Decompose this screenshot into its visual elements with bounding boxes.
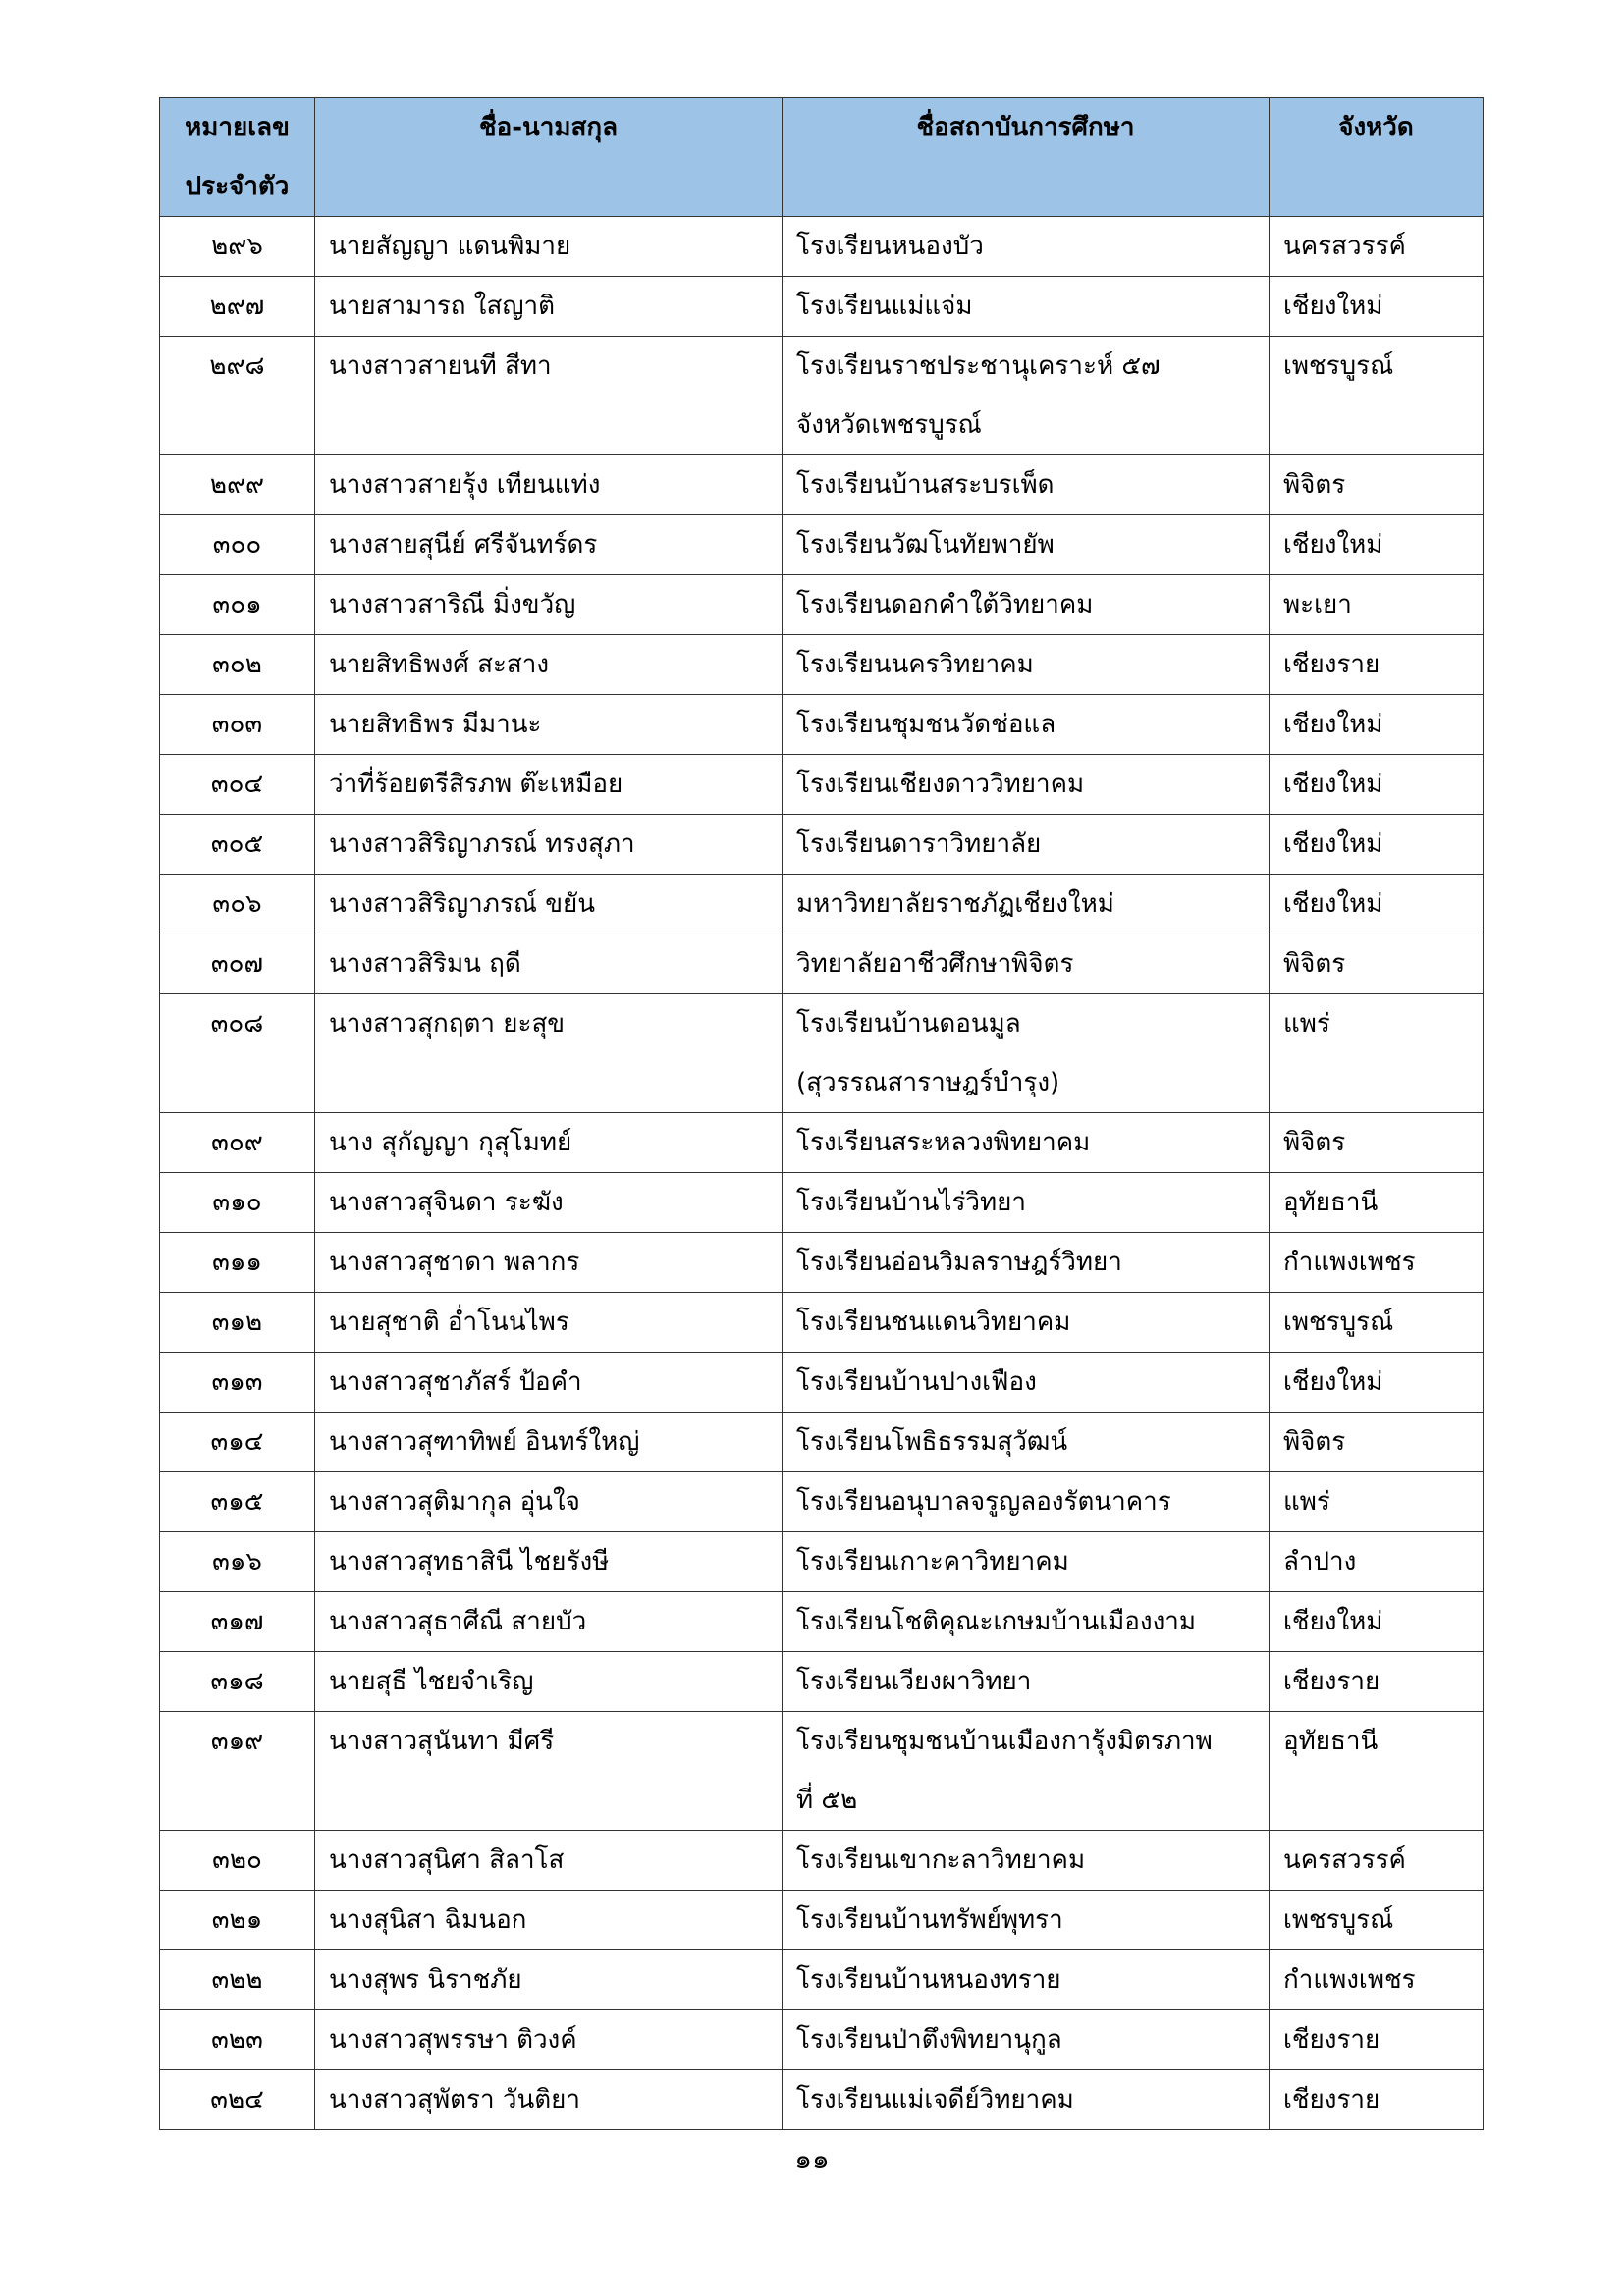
- cell-province: เชียงใหม่: [1270, 1353, 1484, 1413]
- cell-name: นางสาวสุฑาทิพย์ อินทร์ใหญ่: [315, 1413, 783, 1472]
- table-row: [160, 1413, 1484, 1472]
- institution-line: ที่ ๕๒: [796, 1786, 858, 1815]
- cell-id: ๓๐๒: [160, 635, 315, 695]
- institution-line: โรงเรียนเวียงผาวิทยา: [796, 1667, 1032, 1696]
- cell-institution: [783, 1173, 1270, 1233]
- cell-id: ๓๑๔: [160, 1413, 315, 1472]
- cell-institution: [783, 217, 1270, 277]
- table-row: [160, 1472, 1484, 1532]
- cell-institution: [783, 1712, 1270, 1831]
- cell-id: ๓๑๐: [160, 1173, 315, 1233]
- table-body: [160, 217, 1484, 2130]
- institution-line: โรงเรียนหนองบัว: [796, 232, 984, 261]
- cell-id: ๓๑๒: [160, 1293, 315, 1353]
- cell-institution: [783, 575, 1270, 635]
- institution-line: โรงเรียนเขากะลาวิทยาคม: [796, 1845, 1086, 1875]
- table-row: [160, 1712, 1484, 1831]
- cell-id: ๓๐๑: [160, 575, 315, 635]
- cell-id: ๓๒๐: [160, 1831, 315, 1891]
- institution-line: โรงเรียนโชติคุณะเกษมบ้านเมืองงาม: [796, 1607, 1197, 1636]
- cell-institution: [783, 1472, 1270, 1532]
- institution-line: โรงเรียนแม่เจดีย์วิทยาคม: [796, 2085, 1074, 2114]
- institution-line: โรงเรียนบ้านหนองทราย: [796, 1965, 1061, 1995]
- institution-line: มหาวิทยาลัยราชภัฏเชียงใหม่: [796, 889, 1114, 919]
- cell-province: เชียงใหม่: [1270, 1592, 1484, 1652]
- cell-province: แพร่: [1270, 994, 1484, 1113]
- cell-id: ๓๑๕: [160, 1472, 315, 1532]
- cell-id: ๓๐๖: [160, 875, 315, 934]
- cell-institution: [783, 1831, 1270, 1891]
- cell-name: นางสายสุนีย์ ศรีจันทร์ดร: [315, 515, 783, 575]
- cell-institution: [783, 455, 1270, 515]
- header-institution: ชื่อสถาบันการศึกษา: [783, 98, 1270, 217]
- cell-name: นายสิทธิพงศ์ สะสาง: [315, 635, 783, 695]
- cell-institution: [783, 1113, 1270, 1173]
- institution-line: โรงเรียนโพธิธรรมสุวัฒน์: [796, 1427, 1068, 1457]
- cell-name: นางสาวสาริณี มิ่งขวัญ: [315, 575, 783, 635]
- table-row: [160, 1113, 1484, 1173]
- cell-id: ๓๒๑: [160, 1891, 315, 1950]
- cell-institution: [783, 1891, 1270, 1950]
- cell-institution: [783, 1592, 1270, 1652]
- cell-institution: [783, 695, 1270, 755]
- table-row: [160, 1652, 1484, 1712]
- institution-line: โรงเรียนบ้านปางเฟือง: [796, 1367, 1037, 1397]
- institution-line: โรงเรียนสระหลวงพิทยาคม: [796, 1128, 1091, 1157]
- cell-province: เชียงใหม่: [1270, 875, 1484, 934]
- cell-name: นางสุนิสา ฉิมนอก: [315, 1891, 783, 1950]
- table-row: [160, 2010, 1484, 2070]
- cell-province: อุทัยธานี: [1270, 1712, 1484, 1831]
- cell-institution: [783, 875, 1270, 934]
- cell-institution: [783, 277, 1270, 337]
- cell-name: นางสาวสุชาภัสร์ ป้อคำ: [315, 1353, 783, 1413]
- cell-institution: [783, 1652, 1270, 1712]
- participant-table: [159, 97, 1484, 2130]
- cell-name: นางสาวสายรุ้ง เทียนแท่ง: [315, 455, 783, 515]
- cell-institution: [783, 994, 1270, 1113]
- table-row: [160, 1831, 1484, 1891]
- cell-name: นายสัญญา แดนพิมาย: [315, 217, 783, 277]
- institution-line: (สุวรรณสาราษฎร์บำรุง): [796, 1068, 1060, 1097]
- cell-name: นายสิทธิพร มีมานะ: [315, 695, 783, 755]
- table-row: [160, 635, 1484, 695]
- cell-id: ๓๐๘: [160, 994, 315, 1113]
- cell-name: นางสาวสุธาศีณี สายบัว: [315, 1592, 783, 1652]
- institution-line: โรงเรียนเกาะคาวิทยาคม: [796, 1547, 1069, 1576]
- cell-institution: [783, 515, 1270, 575]
- cell-id: ๒๙๗: [160, 277, 315, 337]
- cell-name: นางสาวสุทธาสินี ไชยรังษี: [315, 1532, 783, 1592]
- table-row: [160, 575, 1484, 635]
- cell-institution: [783, 815, 1270, 875]
- table-row: [160, 455, 1484, 515]
- cell-id: ๓๒๔: [160, 2070, 315, 2130]
- table-header-row: [160, 98, 1484, 217]
- cell-province: อุทัยธานี: [1270, 1173, 1484, 1233]
- cell-id: ๓๐๙: [160, 1113, 315, 1173]
- cell-name: นางสาวสิริญาภรณ์ ทรงสุภา: [315, 815, 783, 875]
- cell-id: ๓๐๕: [160, 815, 315, 875]
- institution-line: โรงเรียนเชียงดาววิทยาคม: [796, 770, 1085, 799]
- cell-province: พิจิตร: [1270, 1113, 1484, 1173]
- institution-line: โรงเรียนบ้านสระบรเพ็ด: [796, 470, 1055, 500]
- cell-name: ว่าที่ร้อยตรีสิรภพ ต๊ะเหมือย: [315, 755, 783, 815]
- cell-province: เพชรบูรณ์: [1270, 1293, 1484, 1353]
- table-row: [160, 1592, 1484, 1652]
- table-row: [160, 1950, 1484, 2010]
- cell-name: นางสาวสุจินดา ระฆัง: [315, 1173, 783, 1233]
- cell-province: ลำปาง: [1270, 1532, 1484, 1592]
- cell-province: กำแพงเพชร: [1270, 1950, 1484, 2010]
- institution-line: โรงเรียนป่าตึงพิทยานุกูล: [796, 2025, 1062, 2055]
- institution-line: จังหวัดเพชรบูรณ์: [796, 410, 982, 440]
- cell-id: ๓๑๑: [160, 1233, 315, 1293]
- cell-province: แพร่: [1270, 1472, 1484, 1532]
- cell-name: นายสุชาติ อ่ำโนนไพร: [315, 1293, 783, 1353]
- table-row: [160, 695, 1484, 755]
- cell-institution: [783, 2070, 1270, 2130]
- cell-province: เชียงราย: [1270, 2070, 1484, 2130]
- cell-name: นางสาวสุนันทา มีศรี: [315, 1712, 783, 1831]
- institution-line: วิทยาลัยอาชีวศึกษาพิจิตร: [796, 949, 1074, 979]
- cell-province: กำแพงเพชร: [1270, 1233, 1484, 1293]
- cell-institution: [783, 2010, 1270, 2070]
- cell-name: นางสาวสิริญาภรณ์ ขยัน: [315, 875, 783, 934]
- cell-institution: [783, 1353, 1270, 1413]
- institution-line: โรงเรียนนครวิทยาคม: [796, 650, 1034, 679]
- cell-province: นครสวรรค์: [1270, 217, 1484, 277]
- cell-id: ๓๑๖: [160, 1532, 315, 1592]
- cell-id: ๓๑๙: [160, 1712, 315, 1831]
- institution-line: โรงเรียนบ้านทรัพย์พุทรา: [796, 1905, 1063, 1935]
- table-row: [160, 337, 1484, 455]
- cell-province: เพชรบูรณ์: [1270, 1891, 1484, 1950]
- table-row: [160, 2070, 1484, 2130]
- institution-line: โรงเรียนวัฒโนทัยพายัพ: [796, 530, 1055, 560]
- cell-name: นางสาวสุพัตรา วันติยา: [315, 2070, 783, 2130]
- cell-province: พิจิตร: [1270, 934, 1484, 994]
- cell-id: ๓๐๗: [160, 934, 315, 994]
- cell-id: ๓๒๓: [160, 2010, 315, 2070]
- table-row: [160, 217, 1484, 277]
- cell-province: นครสวรรค์: [1270, 1831, 1484, 1891]
- cell-institution: [783, 755, 1270, 815]
- table-row: [160, 1293, 1484, 1353]
- header-province: จังหวัด: [1270, 98, 1484, 217]
- cell-province: พะเยา: [1270, 575, 1484, 635]
- cell-name: นางสุพร นิราชภัย: [315, 1950, 783, 2010]
- table-row: [160, 755, 1484, 815]
- header-id: หมายเลข ประจำตัว: [160, 98, 315, 217]
- cell-province: เพชรบูรณ์: [1270, 337, 1484, 455]
- cell-province: เชียงใหม่: [1270, 515, 1484, 575]
- institution-line: โรงเรียนบ้านไร่วิทยา: [796, 1188, 1026, 1217]
- cell-name: นายสุธี ไชยจำเริญ: [315, 1652, 783, 1712]
- cell-institution: [783, 1413, 1270, 1472]
- table-row: [160, 515, 1484, 575]
- cell-name: นางสาวสิริมน ฤดี: [315, 934, 783, 994]
- table-row: [160, 1173, 1484, 1233]
- cell-province: เชียงราย: [1270, 635, 1484, 695]
- table-row: [160, 1891, 1484, 1950]
- institution-line: โรงเรียนอนุบาลจรูญลองรัตนาคาร: [796, 1487, 1171, 1517]
- institution-line: โรงเรียนแม่แจ่ม: [796, 292, 973, 321]
- cell-id: ๓๑๗: [160, 1592, 315, 1652]
- cell-name: นางสาวสุนิศา สิลาโส: [315, 1831, 783, 1891]
- cell-id: ๓๒๒: [160, 1950, 315, 2010]
- cell-name: นาง สุกัญญา กุสุโมทย์: [315, 1113, 783, 1173]
- cell-id: ๓๑๘: [160, 1652, 315, 1712]
- institution-line: โรงเรียนดอกคำใต้วิทยาคม: [796, 590, 1094, 619]
- cell-institution: [783, 1950, 1270, 2010]
- cell-name: นางสาวสุชาดา พลากร: [315, 1233, 783, 1293]
- cell-id: ๒๙๘: [160, 337, 315, 455]
- cell-province: เชียงราย: [1270, 2010, 1484, 2070]
- cell-name: นางสาวสายนที สีทา: [315, 337, 783, 455]
- cell-institution: [783, 635, 1270, 695]
- cell-id: ๒๙๖: [160, 217, 315, 277]
- cell-id: ๓๑๓: [160, 1353, 315, 1413]
- cell-province: เชียงใหม่: [1270, 815, 1484, 875]
- table-row: [160, 875, 1484, 934]
- cell-name: นางสาวสุกฤตา ยะสุข: [315, 994, 783, 1113]
- cell-institution: [783, 1293, 1270, 1353]
- institution-line: โรงเรียนชนแดนวิทยาคม: [796, 1308, 1071, 1337]
- cell-name: นางสาวสุพรรษา ติวงค์: [315, 2010, 783, 2070]
- cell-name: นายสามารถ ใสญาติ: [315, 277, 783, 337]
- cell-id: ๓๐๐: [160, 515, 315, 575]
- table-row: [160, 1233, 1484, 1293]
- table-row: [160, 1532, 1484, 1592]
- table-row: [160, 277, 1484, 337]
- institution-line: โรงเรียนดาราวิทยาลัย: [796, 829, 1042, 859]
- cell-province: พิจิตร: [1270, 1413, 1484, 1472]
- cell-province: พิจิตร: [1270, 455, 1484, 515]
- page-number: ๑๑: [794, 2143, 830, 2175]
- cell-institution: [783, 337, 1270, 455]
- cell-institution: [783, 934, 1270, 994]
- cell-id: ๓๐๔: [160, 755, 315, 815]
- header-name: ชื่อ-นามสกุล: [315, 98, 783, 217]
- cell-institution: [783, 1532, 1270, 1592]
- institution-line: โรงเรียนราชประชานุเคราะห์ ๕๗: [796, 351, 1161, 381]
- cell-province: เชียงราย: [1270, 1652, 1484, 1712]
- cell-id: ๒๙๙: [160, 455, 315, 515]
- institution-line: โรงเรียนบ้านดอนมูล: [796, 1009, 1021, 1039]
- institution-line: โรงเรียนชุมชนบ้านเมืองการุ้งมิตรภาพ: [796, 1727, 1213, 1756]
- cell-institution: [783, 1233, 1270, 1293]
- cell-name: นางสาวสุติมากุล อุ่นใจ: [315, 1472, 783, 1532]
- cell-id: ๓๐๓: [160, 695, 315, 755]
- institution-line: โรงเรียนชุมชนวัดช่อแล: [796, 710, 1056, 739]
- table-row: [160, 934, 1484, 994]
- institution-line: โรงเรียนอ่อนวิมลราษฎร์วิทยา: [796, 1248, 1122, 1277]
- table-row: [160, 1353, 1484, 1413]
- cell-province: เชียงใหม่: [1270, 755, 1484, 815]
- cell-province: เชียงใหม่: [1270, 277, 1484, 337]
- table-row: [160, 815, 1484, 875]
- table-row: [160, 994, 1484, 1113]
- cell-province: เชียงใหม่: [1270, 695, 1484, 755]
